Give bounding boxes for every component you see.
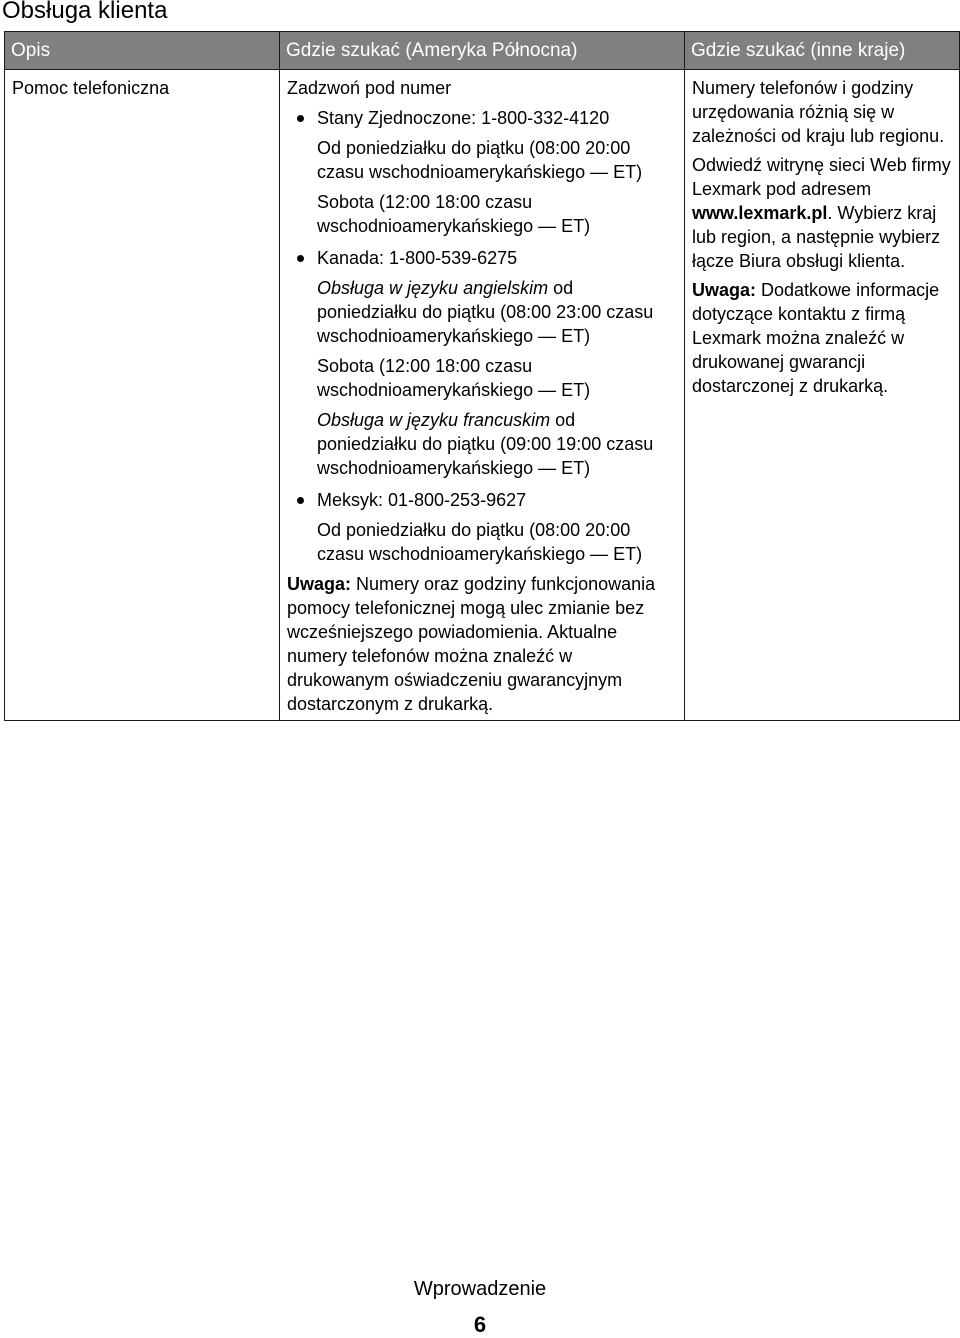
other-website-instructions: . Wybierz kraj lub region, a następnie wybierz łącze Biura obsługi klienta. [692, 203, 941, 271]
canada-french-text: od poniedziałku do piątku (09:00 19:00 czasu wschodnioamerykańskiego — ET) [317, 410, 654, 478]
canada-french-label: Obsługa w języku francuskim [317, 410, 551, 430]
other-note [692, 278, 952, 398]
na-note-text: Numery oraz godziny funkcjonowania pomocy telefonicznej mogą ulec zmianie bez wcześniejszego powiadomienia. Aktualne numery telefonów można znaleźć w drukowanym oświadczeniu gwarancyjnym dostarczonym z drukarką. [287, 574, 656, 714]
canada-english-text: od poniedziałku do piątku (08:00 23:00 czasu wschodnioamerykańskiego — ET) [317, 278, 654, 346]
bullet-icon [297, 115, 304, 122]
header-description: Opis [5, 32, 280, 70]
bullet-icon [297, 255, 304, 262]
canada-saturday-hours: Sobota (12:00 18:00 czasu wschodnioamerykańskiego — ET) [317, 356, 591, 400]
lexmark-link[interactable]: www.lexmark.pl [692, 203, 828, 223]
us-weekday-hours: Od poniedziałku do piątku (08:00 20:00 czasu wschodnioamerykańskiego — ET) [317, 138, 643, 182]
canada-phone: Kanada: 1-800-539-6275 [317, 248, 518, 268]
bullet-icon [297, 497, 304, 504]
phone-list [287, 106, 677, 566]
footer-section-name: Wprowadzenie [413, 1278, 547, 1300]
other-note-text: Dodatkowe informacje dotyczące kontaktu z firmą Lexmark można znaleźć w drukowanej gwarancji dostarczonej z drukarką. [692, 280, 940, 396]
page-title: Obsługa klienta [2, 0, 168, 24]
header-other-countries: Gdzie szukać (inne kraje) [685, 32, 960, 70]
mexico-weekday-hours: Od poniedziałku do piątku (08:00 20:00 czasu wschodnioamerykańskiego — ET) [317, 520, 643, 564]
mexico-phone: Meksyk: 01-800-253-9627 [317, 490, 527, 510]
list-item-us [287, 106, 677, 238]
other-note-label: Uwaga: [692, 280, 757, 300]
table-row [5, 70, 960, 721]
other-website-text: Odwiedź witrynę sieci Web firmy Lexmark pod adresem [692, 155, 951, 199]
header-north-america: Gdzie szukać (Ameryka Północna) [280, 32, 685, 70]
call-intro: Zadzwoń pod numer [287, 78, 452, 98]
list-item-canada [287, 246, 677, 480]
canada-english-label: Obsługa w języku angielskim [317, 278, 549, 298]
cell-description: Pomoc telefoniczna [5, 70, 280, 721]
list-item-mexico [287, 488, 677, 566]
na-note-label: Uwaga: [287, 574, 352, 594]
page-number: 6 [473, 1312, 487, 1337]
cell-other-countries [685, 70, 960, 721]
customer-support-table [4, 31, 960, 721]
cell-north-america [280, 70, 685, 721]
table-header-row [5, 32, 960, 70]
other-hours-info: Numery telefonów i godziny urzędowania różnią się w zależności od kraju lub regionu. [692, 78, 945, 146]
us-phone: Stany Zjednoczone: 1-800-332-4120 [317, 108, 610, 128]
canada-french-hours [317, 408, 677, 480]
us-saturday-hours: Sobota (12:00 18:00 czasu wschodnioamerykańskiego — ET) [317, 192, 591, 236]
other-website-info [692, 153, 952, 273]
na-note [287, 572, 677, 716]
canada-english-hours [317, 276, 677, 348]
